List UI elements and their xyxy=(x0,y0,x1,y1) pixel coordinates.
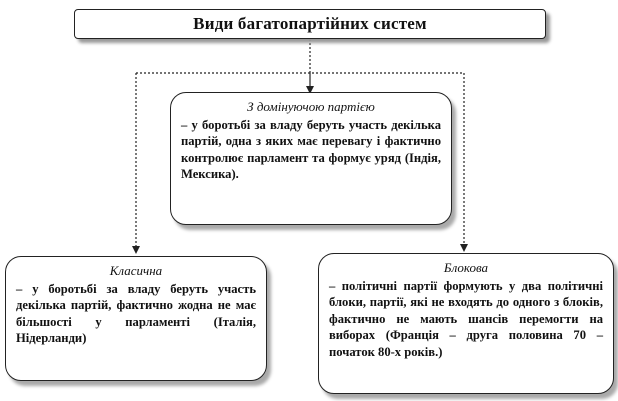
bloc-text: – політичні партії формують у два політичні блоки, партії, які не входять до одного з блоків, фактично не мають шансів перемогти на виборах (Франція – друга половина 70 – початок 80-х років.) xyxy=(329,278,603,359)
classic-text: – у боротьбі за владу беруть участь декілька партій, фактично жодна не має більшості у парламенті (Італія, Нідерланди) xyxy=(16,281,256,345)
bloc-title: Блокова xyxy=(443,260,489,275)
dominant-party-text: – у боротьбі за владу беруть участь декілька партій, одна з яких має перевагу і фактично контролює парламент та формує уряд (Індія, Мексика). xyxy=(181,117,441,181)
classic-title: Класична xyxy=(109,263,163,278)
diagram-title-box xyxy=(74,9,546,39)
bloc-box xyxy=(318,253,614,394)
diagram-title: Види багатопартійних систем xyxy=(193,14,427,33)
dominant-party-title: З домінуючою партією xyxy=(247,99,375,114)
dominant-party-box xyxy=(170,92,452,225)
classic-box xyxy=(5,256,267,381)
